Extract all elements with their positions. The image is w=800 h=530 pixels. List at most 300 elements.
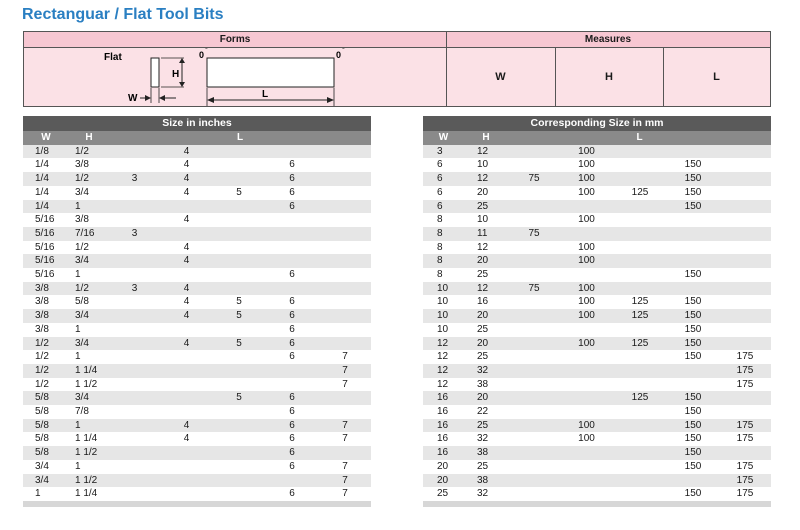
cell-l: 6 <box>265 405 319 419</box>
cell-l: 6 <box>265 487 319 501</box>
cell-l <box>719 186 771 200</box>
cell-l <box>667 241 719 255</box>
cell-w: 5/8 <box>23 432 69 446</box>
cell-l: 150 <box>667 487 719 501</box>
table-row <box>423 337 771 351</box>
cell-l <box>160 460 213 474</box>
cell-l: 6 <box>265 309 319 323</box>
cell-w: 3/4 <box>23 474 69 488</box>
table-row <box>423 213 771 227</box>
cell-l <box>213 227 265 241</box>
cell-l <box>667 145 719 159</box>
cell-l: 6 <box>265 172 319 186</box>
forms-measures-header <box>23 31 771 107</box>
cell-l: 6 <box>265 295 319 309</box>
cell-l <box>613 213 667 227</box>
cell-l <box>508 241 560 255</box>
cell-l <box>719 295 771 309</box>
forms-section-header: Forms <box>24 32 446 48</box>
cell-w: 6 <box>423 186 464 200</box>
cell-h: 7/16 <box>69 227 109 241</box>
cell-l <box>160 391 213 405</box>
cell-w: 25 <box>423 487 464 501</box>
cell-w: 6 <box>423 158 464 172</box>
table-row <box>423 254 771 268</box>
cell-l <box>160 200 213 214</box>
cell-l: 4 <box>160 432 213 446</box>
cell-l: 6 <box>265 337 319 351</box>
cell-l: 175 <box>719 378 771 392</box>
cell-w: 20 <box>423 474 464 488</box>
cell-h: 32 <box>464 487 508 501</box>
cell-l <box>109 419 160 433</box>
cell-l <box>508 474 560 488</box>
cell-l: 4 <box>160 254 213 268</box>
cell-l <box>109 268 160 282</box>
cell-l <box>213 158 265 172</box>
inches-col-h: H <box>69 131 109 145</box>
cell-w: 12 <box>423 364 464 378</box>
cell-w: 10 <box>423 309 464 323</box>
table-row <box>423 323 771 337</box>
cell-l <box>613 227 667 241</box>
cell-l <box>109 487 160 501</box>
cell-w: 1 <box>23 487 69 501</box>
cell-l <box>109 158 160 172</box>
table-row <box>423 200 771 214</box>
cell-l: 100 <box>560 309 613 323</box>
cell-l <box>613 405 667 419</box>
cell-l <box>319 337 371 351</box>
cell-l: 125 <box>613 186 667 200</box>
cell-l <box>560 200 613 214</box>
cell-h: 12 <box>464 241 508 255</box>
cell-w: 10 <box>423 282 464 296</box>
mm-col-w: W <box>423 131 464 145</box>
cell-l <box>613 200 667 214</box>
table-row <box>423 227 771 241</box>
cell-l <box>508 309 560 323</box>
cell-l <box>560 487 613 501</box>
cell-l: 75 <box>508 227 560 241</box>
cell-l <box>613 323 667 337</box>
footer-cell <box>23 501 371 507</box>
cell-h: 3/4 <box>69 337 109 351</box>
cell-l <box>508 487 560 501</box>
cell-l <box>560 350 613 364</box>
cell-l: 175 <box>719 350 771 364</box>
cell-l: 7 <box>319 378 371 392</box>
cell-h: 11 <box>464 227 508 241</box>
table-row <box>423 391 771 405</box>
cell-l <box>319 309 371 323</box>
cell-l <box>613 350 667 364</box>
angle-right-label: 0 <box>336 50 342 60</box>
cell-l <box>719 446 771 460</box>
cell-l: 150 <box>667 200 719 214</box>
cell-l <box>319 213 371 227</box>
cell-l: 150 <box>667 446 719 460</box>
cell-l: 4 <box>160 282 213 296</box>
cell-w: 1/8 <box>23 145 69 159</box>
cell-l <box>719 200 771 214</box>
cell-l: 6 <box>265 446 319 460</box>
cell-l <box>213 282 265 296</box>
table-row <box>23 268 371 282</box>
cell-l: 100 <box>560 419 613 433</box>
inches-col-w: W <box>23 131 69 145</box>
cell-l <box>508 378 560 392</box>
cell-h: 25 <box>464 460 508 474</box>
table-row <box>423 158 771 172</box>
cell-l <box>213 446 265 460</box>
cell-l <box>319 446 371 460</box>
table-row <box>23 282 371 296</box>
cell-w: 5/16 <box>23 241 69 255</box>
table-row <box>23 446 371 460</box>
cell-l <box>213 419 265 433</box>
cell-l <box>109 186 160 200</box>
cell-l: 4 <box>160 213 213 227</box>
cell-l <box>508 158 560 172</box>
cell-l: 5 <box>213 309 265 323</box>
cell-l <box>508 391 560 405</box>
table-row <box>423 474 771 488</box>
table-row <box>423 309 771 323</box>
table-row <box>23 309 371 323</box>
cell-l <box>667 378 719 392</box>
cell-h: 32 <box>464 364 508 378</box>
cell-l: 4 <box>160 419 213 433</box>
cell-l <box>213 474 265 488</box>
size-in-mm-table <box>423 116 771 507</box>
table-row <box>23 419 371 433</box>
cell-l <box>109 145 160 159</box>
cell-l <box>160 268 213 282</box>
table-row <box>23 378 371 392</box>
cell-h: 3/8 <box>69 158 109 172</box>
cell-l <box>319 200 371 214</box>
cell-l <box>160 474 213 488</box>
cell-l: 100 <box>560 186 613 200</box>
cell-h: 10 <box>464 158 508 172</box>
cell-w: 16 <box>423 432 464 446</box>
cell-l: 100 <box>560 282 613 296</box>
cell-l <box>613 158 667 172</box>
cell-w: 1/4 <box>23 186 69 200</box>
cell-l <box>160 446 213 460</box>
cell-l: 7 <box>319 487 371 501</box>
cell-l: 175 <box>719 487 771 501</box>
cell-h: 38 <box>464 378 508 392</box>
cell-l <box>667 282 719 296</box>
cell-l <box>265 213 319 227</box>
mm-col-l: L <box>508 131 771 145</box>
cell-w: 6 <box>423 200 464 214</box>
table-row <box>423 145 771 159</box>
cell-l <box>667 227 719 241</box>
cell-h: 25 <box>464 323 508 337</box>
table-row <box>23 241 371 255</box>
end-view-rect <box>151 58 159 87</box>
angle-left-label: 0 <box>199 50 205 60</box>
flat-label: Flat <box>104 52 122 63</box>
cell-l <box>319 282 371 296</box>
cell-l <box>319 172 371 186</box>
cell-l <box>109 364 160 378</box>
cell-l <box>265 254 319 268</box>
flat-tool-bit-drawing <box>24 48 446 107</box>
cell-l <box>613 172 667 186</box>
table-row <box>23 405 371 419</box>
cell-w: 1/2 <box>23 364 69 378</box>
cell-l <box>508 145 560 159</box>
table-row <box>423 350 771 364</box>
cell-h: 1 1/2 <box>69 378 109 392</box>
cell-l <box>613 241 667 255</box>
cell-l <box>508 460 560 474</box>
table-row <box>423 172 771 186</box>
cell-h: 3/8 <box>69 213 109 227</box>
angle-left-degree: ° <box>205 48 208 54</box>
footer-cell <box>423 501 771 507</box>
cell-h: 12 <box>464 172 508 186</box>
cell-h: 16 <box>464 295 508 309</box>
cell-l: 4 <box>160 158 213 172</box>
table-row <box>23 254 371 268</box>
cell-l: 100 <box>560 295 613 309</box>
table-row <box>423 268 771 282</box>
table-footer-bar <box>23 501 371 507</box>
cell-h: 1/2 <box>69 172 109 186</box>
cell-w: 1/2 <box>23 350 69 364</box>
cell-l: 7 <box>319 419 371 433</box>
cell-l: 175 <box>719 460 771 474</box>
cell-l <box>265 145 319 159</box>
cell-l: 6 <box>265 323 319 337</box>
cell-w: 1/2 <box>23 337 69 351</box>
cell-l <box>213 432 265 446</box>
table-row <box>23 323 371 337</box>
cell-l <box>719 172 771 186</box>
cell-l: 150 <box>667 419 719 433</box>
cell-l <box>613 254 667 268</box>
cell-l <box>613 419 667 433</box>
cell-l <box>667 213 719 227</box>
cell-h: 25 <box>464 268 508 282</box>
cell-l: 150 <box>667 268 719 282</box>
cell-l: 75 <box>508 282 560 296</box>
cell-l: 125 <box>613 295 667 309</box>
cell-h: 1/2 <box>69 282 109 296</box>
cell-l <box>719 268 771 282</box>
cell-w: 8 <box>423 241 464 255</box>
cell-l: 4 <box>160 295 213 309</box>
cell-l: 125 <box>613 391 667 405</box>
cell-l <box>160 364 213 378</box>
cell-l: 5 <box>213 295 265 309</box>
cell-l <box>508 446 560 460</box>
cell-l <box>109 254 160 268</box>
cell-h: 12 <box>464 145 508 159</box>
cell-h: 20 <box>464 337 508 351</box>
cell-l <box>109 446 160 460</box>
cell-l: 5 <box>213 186 265 200</box>
cell-l: 3 <box>109 172 160 186</box>
cell-l <box>613 364 667 378</box>
table-row <box>23 172 371 186</box>
cell-l: 100 <box>560 241 613 255</box>
cell-w: 5/8 <box>23 391 69 405</box>
cell-l <box>508 186 560 200</box>
cell-l: 150 <box>667 295 719 309</box>
cell-l <box>109 309 160 323</box>
cell-l: 3 <box>109 282 160 296</box>
cell-w: 5/8 <box>23 419 69 433</box>
cell-l: 150 <box>667 337 719 351</box>
measure-w-label: W <box>495 71 506 83</box>
cell-l <box>265 378 319 392</box>
cell-l <box>319 158 371 172</box>
cell-l: 150 <box>667 309 719 323</box>
cell-l <box>560 446 613 460</box>
side-view-rect <box>207 58 334 87</box>
cell-l <box>508 254 560 268</box>
cell-l <box>109 405 160 419</box>
cell-w: 5/8 <box>23 405 69 419</box>
cell-l <box>613 474 667 488</box>
cell-l <box>265 227 319 241</box>
cell-l: 7 <box>319 350 371 364</box>
cell-l <box>508 432 560 446</box>
table-row <box>23 391 371 405</box>
table-row <box>423 364 771 378</box>
cell-l <box>160 227 213 241</box>
cell-h: 20 <box>464 391 508 405</box>
cell-h: 1 1/4 <box>69 487 109 501</box>
cell-l <box>213 405 265 419</box>
cell-h: 7/8 <box>69 405 109 419</box>
cell-h: 1/2 <box>69 241 109 255</box>
cell-l <box>508 337 560 351</box>
cell-l: 6 <box>265 158 319 172</box>
cell-w: 1/4 <box>23 172 69 186</box>
table-row <box>423 282 771 296</box>
cell-l <box>719 145 771 159</box>
cell-l <box>213 254 265 268</box>
cell-h: 20 <box>464 186 508 200</box>
cell-l <box>109 391 160 405</box>
cell-l <box>719 323 771 337</box>
cell-l: 150 <box>667 391 719 405</box>
cell-l <box>508 295 560 309</box>
table-row <box>423 378 771 392</box>
cell-w: 3/8 <box>23 323 69 337</box>
cell-w: 3/8 <box>23 295 69 309</box>
cell-w: 3/8 <box>23 309 69 323</box>
cell-h: 1 1/4 <box>69 432 109 446</box>
cell-l <box>560 268 613 282</box>
cell-w: 12 <box>423 350 464 364</box>
cell-l <box>719 158 771 172</box>
cell-h: 5/8 <box>69 295 109 309</box>
cell-w: 8 <box>423 213 464 227</box>
cell-l <box>213 350 265 364</box>
cell-l <box>109 460 160 474</box>
cell-l <box>613 432 667 446</box>
w-dim-label: W <box>128 93 138 104</box>
cell-l <box>109 241 160 255</box>
cell-l: 6 <box>265 391 319 405</box>
cell-l: 100 <box>560 337 613 351</box>
cell-l <box>319 268 371 282</box>
cell-l: 100 <box>560 432 613 446</box>
table-row <box>23 460 371 474</box>
cell-l: 175 <box>719 419 771 433</box>
table-row <box>423 487 771 501</box>
cell-w: 20 <box>423 460 464 474</box>
cell-l <box>508 268 560 282</box>
table-row <box>23 186 371 200</box>
table-row <box>23 158 371 172</box>
cell-h: 3/4 <box>69 254 109 268</box>
cell-l: 100 <box>560 213 613 227</box>
cell-l: 6 <box>265 419 319 433</box>
table-row <box>423 186 771 200</box>
cell-l <box>719 309 771 323</box>
table-row <box>423 432 771 446</box>
cell-l <box>319 241 371 255</box>
cell-l <box>319 405 371 419</box>
table-row <box>423 405 771 419</box>
cell-w: 5/16 <box>23 213 69 227</box>
cell-l <box>160 378 213 392</box>
cell-l: 100 <box>560 254 613 268</box>
cell-l <box>613 446 667 460</box>
cell-l: 150 <box>667 405 719 419</box>
cell-l <box>719 282 771 296</box>
cell-l: 150 <box>667 460 719 474</box>
table-row <box>23 432 371 446</box>
cell-l <box>160 350 213 364</box>
table-row <box>23 227 371 241</box>
cell-l: 6 <box>265 460 319 474</box>
measures-section-header: Measures <box>446 32 770 48</box>
cell-h: 1 <box>69 268 109 282</box>
cell-w: 3 <box>423 145 464 159</box>
table-row <box>23 145 371 159</box>
table-row <box>23 213 371 227</box>
cell-h: 20 <box>464 309 508 323</box>
cell-l: 175 <box>719 474 771 488</box>
cell-h: 32 <box>464 432 508 446</box>
cell-l <box>560 474 613 488</box>
cell-l: 5 <box>213 391 265 405</box>
cell-l: 4 <box>160 241 213 255</box>
cell-l <box>613 378 667 392</box>
cell-l: 4 <box>160 309 213 323</box>
table-row <box>23 487 371 501</box>
measure-l-label: L <box>713 71 720 83</box>
cell-l: 175 <box>719 432 771 446</box>
cell-l <box>560 405 613 419</box>
cell-l: 175 <box>719 364 771 378</box>
cell-l <box>719 227 771 241</box>
cell-l: 150 <box>667 432 719 446</box>
table-row <box>423 295 771 309</box>
cell-l <box>319 323 371 337</box>
cell-l: 4 <box>160 145 213 159</box>
